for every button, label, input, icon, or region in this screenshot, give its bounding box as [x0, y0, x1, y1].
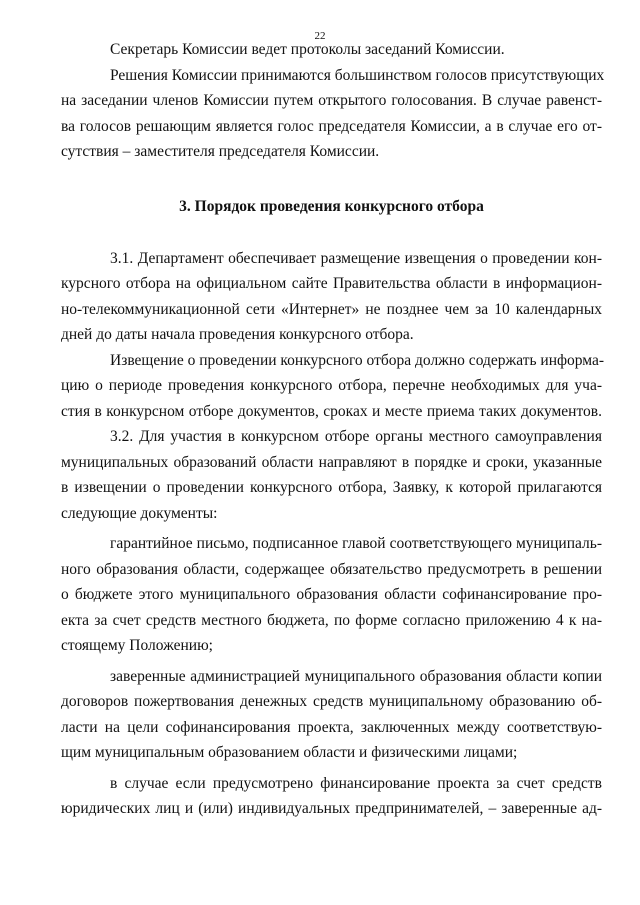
- section-heading: 3. Порядок проведения конкурсного отбора: [179, 197, 484, 215]
- text-line: о бюджете этого муниципального образования области софинансирование про-: [61, 586, 602, 603]
- paragraph-notice: [61, 348, 605, 425]
- paragraph-guarantee-letter: [61, 531, 602, 659]
- text-line: в случае если предусмотрено финансирование проекта за счет средств: [110, 774, 602, 792]
- page-number: 22: [314, 30, 326, 42]
- text-line: муниципальных образований области направляют в порядке и сроки, указанные: [61, 453, 602, 471]
- paragraph-3-1: [61, 246, 602, 348]
- text-line: екта за счет средств местного бюджета, по форме согласно приложению 4 к на-: [61, 611, 602, 629]
- text-line: Секретарь Комиссии ведет протоколы заседаний Комиссии.: [110, 41, 505, 58]
- text-line: стоящему Положению;: [61, 637, 213, 654]
- text-line: в извещении о проведении конкурсного отбора, Заявку, к которой прилагаются: [61, 479, 602, 496]
- text-line: ного образования области, содержащее обязательство предусмотреть в решении: [61, 560, 602, 578]
- text-line: гарантийное письмо, подписанное главой соответствующего муниципаль-: [110, 535, 602, 552]
- text-line: Решения Комиссии принимаются большинством голосов присутствующих: [110, 66, 605, 84]
- text-line: дней до даты начала проведения конкурсного отбора.: [61, 326, 414, 343]
- paragraph-legal-entities: [61, 771, 602, 822]
- text-line: сутствия – заместителя председателя Комиссии.: [61, 143, 380, 160]
- text-line: заверенные администрацией муниципального образования области копии: [110, 667, 602, 685]
- text-line: Извещение о проведении конкурсного отбора должно содержать информа-: [110, 351, 605, 369]
- text-line: 3.1. Департамент обеспечивает размещение извещения о проведении кон-: [110, 249, 602, 267]
- text-line: курсного отбора на официальном сайте Правительства области в информацион-: [61, 275, 602, 292]
- paragraph-donation-contracts: [61, 664, 602, 766]
- text-line: следующие документы:: [61, 504, 218, 522]
- text-line: цию о периоде проведения конкурсного отбора, перечне необходимых для уча-: [61, 377, 602, 394]
- document-body: [61, 37, 605, 822]
- text-line: стия в конкурсном отборе документов, сроках и месте приема таких документов.: [61, 402, 602, 420]
- paragraph-decisions: [61, 63, 605, 165]
- paragraph-3-2: [61, 424, 602, 526]
- text-line: на заседании членов Комиссии путем открытого голосования. В случае равенст-: [61, 92, 602, 109]
- text-line: но-телекоммуникационной сети «Интернет» не позднее чем за 10 календарных: [61, 300, 602, 318]
- text-line: щим муниципальным образованием области и физическими лицами;: [61, 744, 518, 761]
- text-line: ва голосов решающим является голос председателя Комиссии, а в случае его от-: [61, 117, 602, 135]
- text-line: договоров пожертвования денежных средств муниципальному образованию об-: [61, 693, 602, 710]
- text-line: ласти на цели софинансирования проекта, заключенных между соответствую-: [61, 718, 602, 736]
- text-line: юридических лиц и (или) индивидуальных предпринимателей, – заверенные ад-: [61, 800, 602, 817]
- text-line: 3.2. Для участия в конкурсном отборе органы местного самоуправления: [110, 428, 602, 445]
- paragraph-secretary: [61, 37, 602, 63]
